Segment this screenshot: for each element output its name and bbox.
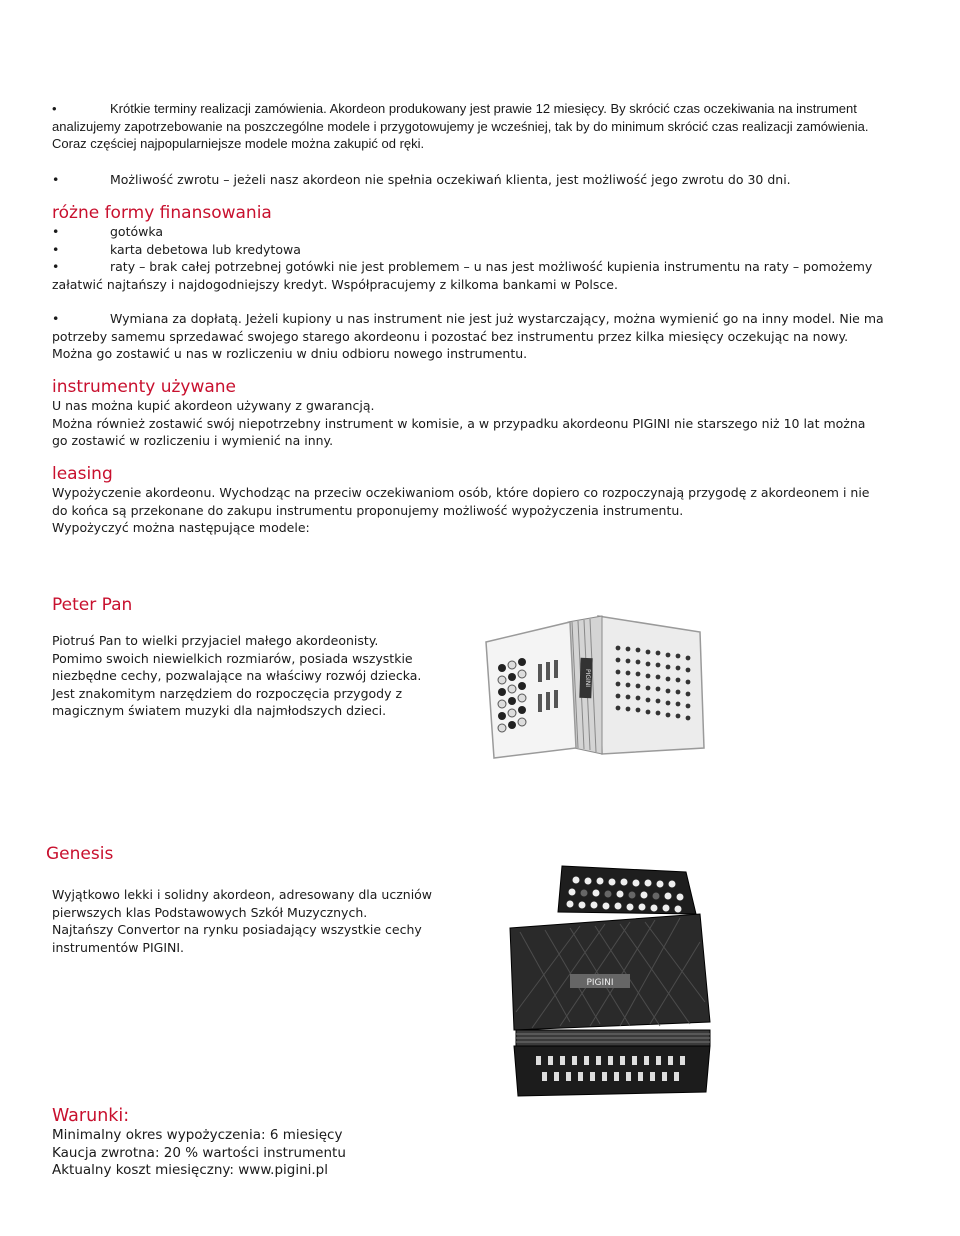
financing-item-installments: raty – brak całej potrzebnej gotówki nie jest problemem – u nas jest możliwość kupienia instrumentu na raty – pomożemy załatwić najtańszy i najdogodniejszy kredyt. Współpracujemy z kilkoma bankami w Polsce.: [52, 259, 873, 292]
terms-heading: Warunki:: [52, 1106, 130, 1126]
leasing-line-1: Wypożyczenie akordeonu. Wychodząc na przeciw oczekiwaniom osób, które dopiero co rozpoczynają przygodę z akordeonem i nie do końca są przekonane do zakupu instrumentu proponujemy możliwość wypożyczenia instrumentu.: [52, 485, 870, 518]
intro-bullet-2: [52, 171, 884, 189]
peterpan-image-logo: PIGINI: [584, 668, 591, 688]
peterpan-text: [52, 632, 472, 720]
genesis-line-2: Najtańszy Convertor na rynku posiadający wszystkie cechy instrumentów PIGINI.: [52, 922, 422, 955]
bullet-dot: •: [52, 311, 60, 326]
intro-bullet-2-text: Możliwość zwrotu – jeżeli nasz akordeon nie spełnia oczekiwań klienta, jest możliwość jego zwrotu do 30 dni.: [110, 172, 791, 187]
bullet-dot: •: [52, 224, 60, 239]
used-line-2: Można również zostawić swój niepotrzebny instrument w komisie, a w przypadku akordeonu PIGINI nie starszego niż 10 lat można go zostawić w rozliczeniu i wymienić na inny.: [52, 415, 866, 448]
intro-bullet-1: [52, 100, 884, 153]
used-line-1: U nas można kupić akordeon używany z gwarancją.: [52, 398, 375, 413]
terms-min-period: Minimalny okres wypożyczenia: 6 miesięcy: [52, 1127, 343, 1143]
terms-monthly-cost: Aktualny koszt miesięczny: www.pigini.pl: [52, 1162, 329, 1178]
used-heading: instrumenty używane: [52, 377, 237, 397]
financing-item-cash: gotówka: [110, 224, 164, 239]
bullet-dot: •: [52, 259, 60, 274]
peterpan-heading: Peter Pan: [52, 595, 133, 615]
terms-list: [52, 1127, 884, 1180]
leasing-text: [52, 484, 884, 537]
bullet-dot: •: [52, 101, 57, 116]
intro-bullet-1-text: Krótkie terminy realizacji zamówienia. Akordeon produkowany jest prawie 12 miesięcy. By skrócić czas oczekiwania na instrument analizujemy zapotrzebowanie na poszczególne modele i przygotowujemy je wcześniej, tak by do minimum skrócić czas realizacji zamówienia. Coraz częściej najpopularniejsze modele można zakupić od ręki.: [52, 101, 869, 151]
genesis-text: [52, 886, 472, 956]
terms-deposit: Kaucja zwrotna: 20 % wartości instrumentu: [52, 1144, 346, 1161]
leasing-line-2: Wypożyczyć można następujące modele:: [52, 520, 310, 535]
peterpan-accordion-image: [478, 598, 718, 774]
financing-item-card: karta debetowa lub kredytowa: [110, 241, 301, 257]
financing-list: [52, 223, 884, 293]
genesis-image-logo: PIGINI: [586, 978, 614, 988]
peterpan-line-1: Piotruś Pan to wielki przyjaciel małego akordeonisty.: [52, 633, 379, 648]
financing-heading: różne formy finansowania: [52, 203, 272, 223]
peterpan-line-2: Pomimo swoich niewielkich rozmiarów, posiada wszystkie niezbędne cechy, pozwalające na właściwy rozwój dziecka.: [52, 650, 422, 683]
financing-item-exchange: Wymiana za dopłatą. Jeżeli kupiony u nas instrument nie jest już wystarczający, można wymienić go na inny model. Nie ma potrzeby samemu sprzedawać swojego starego akordeonu i pozostać bez instrumentu przez kilka miesięcy oczekując na nowy. Można go zostawić u nas w rozliczeniu w dniu odbioru nowego instrumentu.: [52, 311, 884, 361]
bullet-dot: •: [52, 172, 60, 187]
peterpan-line-3: Jest znakomitym narzędziem do rozpoczęcia przygody z magicznym światem muzyki dla najmłodszych dzieci.: [52, 685, 403, 718]
bullet-dot: •: [52, 241, 60, 257]
used-text: [52, 397, 884, 450]
genesis-heading: Genesis: [46, 844, 114, 864]
leasing-heading: leasing: [52, 464, 113, 484]
financing-trade-in: [52, 310, 884, 363]
genesis-line-1: Wyjątkowo lekki i solidny akordeon, adresowany dla uczniów pierwszych klas Podstawowych Szkół Muzycznych.: [52, 887, 433, 920]
genesis-accordion-image: [500, 862, 722, 1098]
